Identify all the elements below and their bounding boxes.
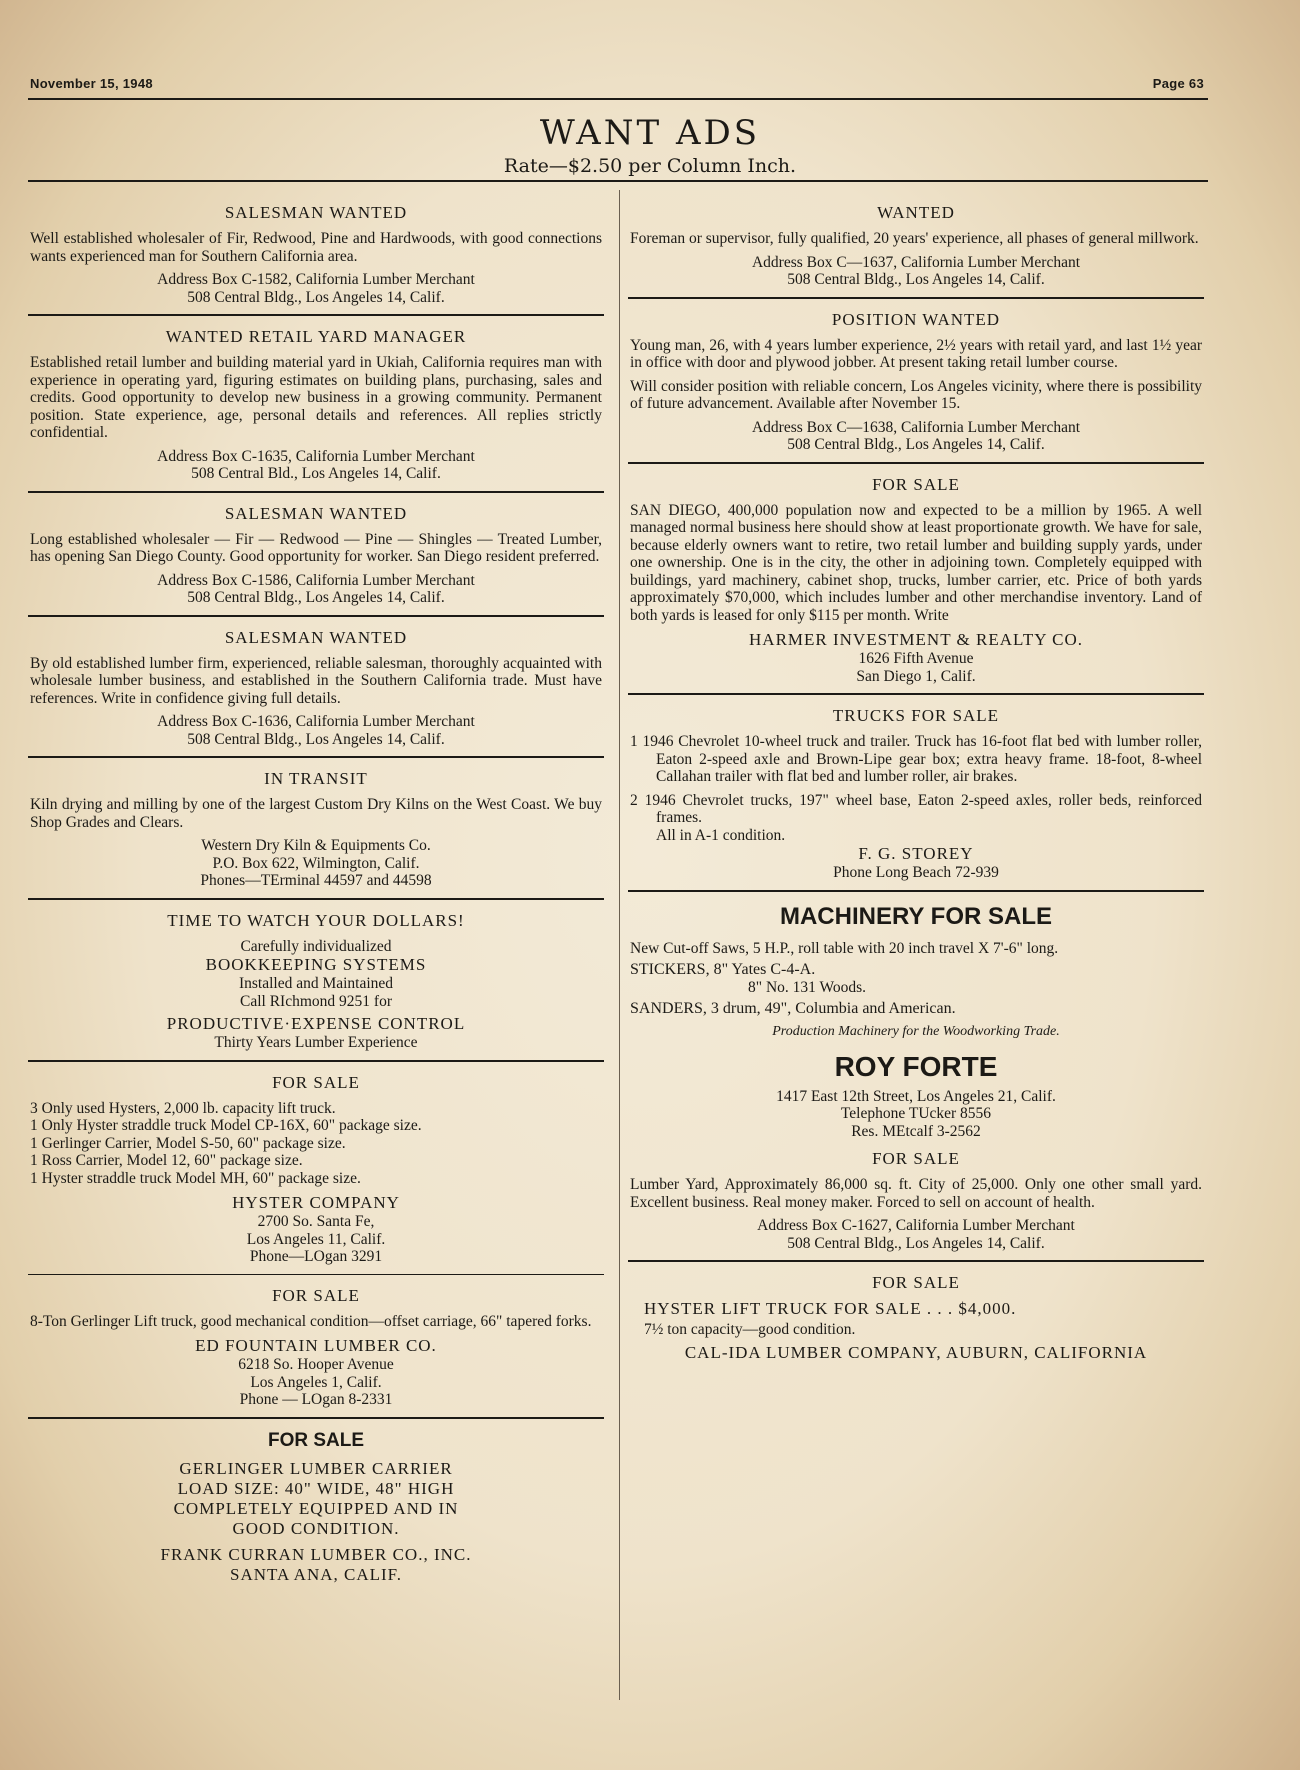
- ad-heading: TIME TO WATCH YOUR DOLLARS!: [167, 910, 465, 930]
- ad-heading: FOR SALE: [272, 1285, 360, 1305]
- ad-body: By old established lumber firm, experienced, reliable salesman, thoroughly acquainted with wholesale lumber business, and established in the Southern California trade. Must have references. Write in confidence giving full details.: [30, 654, 602, 707]
- ad-address: 508 Central Bldg., Los Angeles 14, Calif.: [787, 436, 1045, 453]
- ad-company: HYSTER COMPANY: [232, 1193, 400, 1212]
- ad-position-wanted: [628, 309, 1204, 454]
- ad-machinery-for-sale: [628, 902, 1204, 1141]
- ad-line: BOOKKEEPING SYSTEMS: [205, 955, 427, 974]
- ad-retail-yard-manager: [28, 326, 604, 483]
- title-rule: [28, 180, 1208, 182]
- ad-heading: IN TRANSIT: [264, 769, 368, 788]
- list-item: 1 Ross Carrier, Model 12, 60" package size.: [30, 1152, 303, 1169]
- list-item: 8" No. 131 Woods.: [748, 978, 867, 996]
- ad-line: Carefully individualized: [240, 937, 392, 955]
- ad-divider: [628, 693, 1204, 695]
- ad-address: 508 Central Bld., Los Angeles 14, Calif.: [191, 465, 441, 482]
- ad-bookkeeping: [28, 910, 604, 1052]
- ad-salesman-wanted-1: [28, 202, 604, 306]
- ad-address: Address Box C-1636, California Lumber Merchant: [157, 713, 475, 730]
- ad-company: HARMER INVESTMENT & REALTY CO.: [749, 630, 1083, 649]
- ad-foreman-wanted: [628, 202, 1204, 289]
- ad-heading: WANTED: [877, 203, 955, 222]
- ad-san-diego-for-sale: [628, 474, 1204, 686]
- ad-salesman-wanted-2: [28, 503, 604, 607]
- ad-address: Address Box C—1637, California Lumber Merchant: [751, 253, 1081, 271]
- ad-company: ED FOUNTAIN LUMBER CO.: [195, 1336, 437, 1355]
- list-item: 1 Only Hyster straddle truck Model CP-16X, 60" package size.: [30, 1117, 422, 1134]
- ad-heading: POSITION WANTED: [831, 309, 1001, 329]
- list-item: 1 Gerlinger Carrier, Model S-50, 60" package size.: [30, 1134, 346, 1152]
- list-item: 7½ ton capacity—good condition.: [644, 1320, 856, 1338]
- ad-heading: MACHINERY FOR SALE: [779, 902, 1052, 930]
- ad-divider: [628, 890, 1204, 892]
- ad-contact: Phones—TErminal 44597 and 44598: [200, 872, 432, 889]
- ad-address: Address Box C-1582, California Lumber Merchant: [157, 271, 475, 288]
- ad-address: 508 Central Bldg., Los Angeles 14, Calif.: [787, 1234, 1045, 1252]
- page-number: Page 63: [1152, 76, 1204, 91]
- ad-line: LOAD SIZE: 40" WIDE, 48" HIGH: [177, 1478, 455, 1498]
- ad-contact: Western Dry Kiln & Equipments Co.: [201, 837, 431, 854]
- header-rule: [28, 98, 1208, 100]
- ad-address: 508 Central Bldg., Los Angeles 14, Calif.: [187, 589, 445, 606]
- ad-contact: 1626 Fifth Avenue: [858, 650, 974, 667]
- ad-company: FRANK CURRAN LUMBER CO., INC.: [160, 1544, 472, 1564]
- ad-contact: SANTA ANA, CALIF.: [229, 1564, 403, 1584]
- ad-body: Long established wholesaler — Fir — Redwood — Pine — Shingles — Treated Lumber, has opening San Diego County. Good opportunity for worker. San Diego resident preferred.: [30, 530, 602, 565]
- right-column: [628, 200, 1204, 1363]
- ad-divider: [28, 491, 604, 493]
- rate-line: Rate—$2.50 per Column Inch.: [503, 155, 797, 177]
- ad-body: Kiln drying and milling by one of the largest Custom Dry Kilns on the West Coast. We buy Shop Grades and Clears.: [30, 796, 602, 831]
- left-column: [28, 200, 604, 1585]
- ad-divider: [628, 297, 1204, 299]
- ad-heading: WANTED RETAIL YARD MANAGER: [165, 327, 467, 346]
- ad-divider: [28, 314, 604, 316]
- tagline: Production Machinery for the Woodworking Trade.: [772, 1023, 1060, 1039]
- ad-gerlinger-lift-truck: [28, 1285, 604, 1409]
- ad-heading: FOR SALE: [272, 1072, 360, 1092]
- ad-divider: [28, 898, 604, 900]
- ad-hyster-lift-truck: [628, 1272, 1204, 1363]
- ad-body: Foreman or supervisor, fully qualified, 20 years' experience, all phases of general millwork.: [630, 230, 1199, 247]
- ad-company: F. G. STOREY: [858, 844, 974, 863]
- ad-heading: FOR SALE: [267, 1429, 365, 1451]
- ad-divider: [28, 1060, 604, 1062]
- ad-heading: SALESMAN WANTED: [224, 203, 408, 222]
- ad-address: 508 Central Bldg., Los Angeles 14, Calif.: [787, 271, 1045, 288]
- ad-contact: P.O. Box 622, Wilmington, Calif.: [212, 854, 420, 872]
- ad-contact: 2700 So. Santa Fe,: [257, 1213, 375, 1230]
- ad-contact: Res. MEtcalf 3-2562: [851, 1122, 981, 1140]
- ad-body: Established retail lumber and building material yard in Ukiah, California requires man with experience in operating yard, figuring estimates on building plans, purchasing, sales and credits. Good opportunity to develop new business in a growing community. Permanent position. State experience, age, personal details and references. All replies strictly confidential.: [30, 354, 602, 441]
- ad-contact: Phone — LOgan 8-2331: [239, 1391, 393, 1408]
- column-divider: [619, 190, 620, 1700]
- ad-contact: 1417 East 12th Street, Los Angeles 21, Calif.: [776, 1087, 1056, 1105]
- ad-line: Call RIchmond 9251 for: [240, 992, 392, 1010]
- ad-salesman-wanted-3: [28, 627, 604, 749]
- ad-line: COMPLETELY EQUIPPED AND IN: [173, 1498, 459, 1518]
- ad-company: CAL-IDA LUMBER COMPANY, AUBURN, CALIFORNIA: [684, 1343, 1148, 1362]
- ad-contact: San Diego 1, Calif.: [856, 667, 976, 685]
- ad-line: Installed and Maintained: [238, 975, 394, 992]
- ad-body: Young man, 26, with 4 years lumber experience, 2½ years with retail yard, and last 1½ year in office with door and plywood jobber. At present taking retail lumber course.: [630, 336, 1202, 371]
- ad-body: SAN DIEGO, 400,000 population now and expected to be a million by 1965. A well managed normal business here should show at least proportionate growth. We have for sale, because elderly owners want to retire, two retail lumber and building supply yards, under one ownership. One is in the city, the other in adjoining town. Completely equipped with buildings, yard machinery, cabinet shop, trucks, lumber carrier, etc. Price of both yards approximately $70,000, which includes lumber and other merchandise inventory. Land of both yards is leased for only $115 per month. Write: [630, 501, 1202, 624]
- ad-hyster-for-sale: [28, 1072, 604, 1266]
- ad-in-transit: [28, 768, 604, 890]
- list-item: SANDERS, 3 drum, 49", Columbia and American.: [630, 1000, 956, 1017]
- ad-divider: [28, 756, 604, 758]
- ad-divider: [628, 1260, 1204, 1262]
- ad-body: Well established wholesaler of Fir, Redwood, Pine and Hardwoods, with good connections wants experienced man for Southern California area.: [30, 230, 602, 265]
- page-title: WANT ADS: [539, 113, 761, 153]
- ad-gerlinger-carrier: [28, 1429, 604, 1585]
- ad-heading: SALESMAN WANTED: [224, 503, 408, 523]
- list-item: 2 1946 Chevrolet trucks, 197" wheel base, Eaton 2-speed axles, roller beds, reinforced frames.: [630, 791, 1202, 826]
- ad-line: GERLINGER LUMBER CARRIER: [179, 1458, 453, 1478]
- ad-heading: TRUCKS FOR SALE: [832, 706, 1000, 725]
- ad-contact: Phone Long Beach 72-939: [833, 864, 999, 881]
- ad-contact: Los Angeles 11, Calif.: [246, 1230, 386, 1248]
- ad-heading: FOR SALE: [872, 1273, 960, 1292]
- company-name: ROY FORTE: [834, 1050, 998, 1082]
- ad-divider: [28, 1274, 604, 1275]
- ad-body: Lumber Yard, Approximately 86,000 sq. ft. City of 25,000. Only one other small yard. Excellent business. Real money maker. Forced to sell on account of health.: [630, 1176, 1202, 1211]
- list-item: 1 Hyster straddle truck Model MH, 60" package size.: [30, 1169, 361, 1187]
- ad-heading: FOR SALE: [872, 1149, 960, 1168]
- list-item: HYSTER LIFT TRUCK FOR SALE . . . $4,000.: [644, 1299, 1017, 1318]
- ad-contact: Los Angeles 1, Calif.: [250, 1373, 382, 1391]
- list-item: New Cut-off Saws, 5 H.P., roll table with 20 inch travel X 7'-6" long.: [630, 939, 1059, 957]
- ad-trucks-for-sale: [628, 705, 1204, 882]
- ad-contact: Phone—LOgan 3291: [249, 1248, 383, 1265]
- ad-heading: FOR SALE: [872, 474, 960, 494]
- ad-address: 508 Central Bldg., Los Angeles 14, Calif.: [187, 288, 445, 306]
- ad-lumber-yard-for-sale: [628, 1148, 1204, 1252]
- ad-address: Address Box C-1627, California Lumber Merchant: [757, 1217, 1075, 1234]
- ad-contact: 6218 So. Hooper Avenue: [238, 1356, 394, 1373]
- ad-divider: [28, 1417, 604, 1419]
- ad-line: PRODUCTIVE·EXPENSE CONTROL: [166, 1014, 466, 1033]
- ad-address: 508 Central Bldg., Los Angeles 14, Calif.: [187, 730, 445, 748]
- ad-body: Will consider position with reliable concern, Los Angeles vicinity, where there is possibility of future advancement. Available after November 15.: [630, 377, 1202, 412]
- ad-address: Address Box C-1635, California Lumber Merchant: [157, 447, 475, 465]
- ad-body: 8-Ton Gerlinger Lift truck, good mechanical condition—offset carriage, 66" tapered forks.: [30, 1312, 592, 1330]
- ad-line: GOOD CONDITION.: [232, 1518, 400, 1538]
- ad-divider: [628, 462, 1204, 464]
- list-item: 1 1946 Chevrolet 10-wheel truck and trailer. Truck has 16-foot flat bed with lumber roller, Eaton 2-speed axle and Brown-Lipe gear box; extra heavy frame. 18-foot, 8-wheel Callahan trailer with flat bed and lumber roller, air brakes.: [630, 733, 1202, 785]
- ad-contact: Telephone TUcker 8556: [840, 1105, 992, 1122]
- ad-heading: SALESMAN WANTED: [224, 627, 408, 647]
- list-item: 3 Only used Hysters, 2,000 lb. capacity lift truck.: [30, 1099, 336, 1117]
- issue-date: November 15, 1948: [30, 76, 153, 91]
- ad-divider: [28, 615, 604, 617]
- ad-line: Thirty Years Lumber Experience: [214, 1034, 418, 1051]
- ad-address: Address Box C—1638, California Lumber Merchant: [751, 418, 1081, 436]
- list-item: STICKERS, 8" Yates C-4-A.: [630, 961, 816, 978]
- ad-address: Address Box C-1586, California Lumber Merchant: [157, 571, 475, 589]
- list-item: All in A-1 condition.: [656, 826, 786, 844]
